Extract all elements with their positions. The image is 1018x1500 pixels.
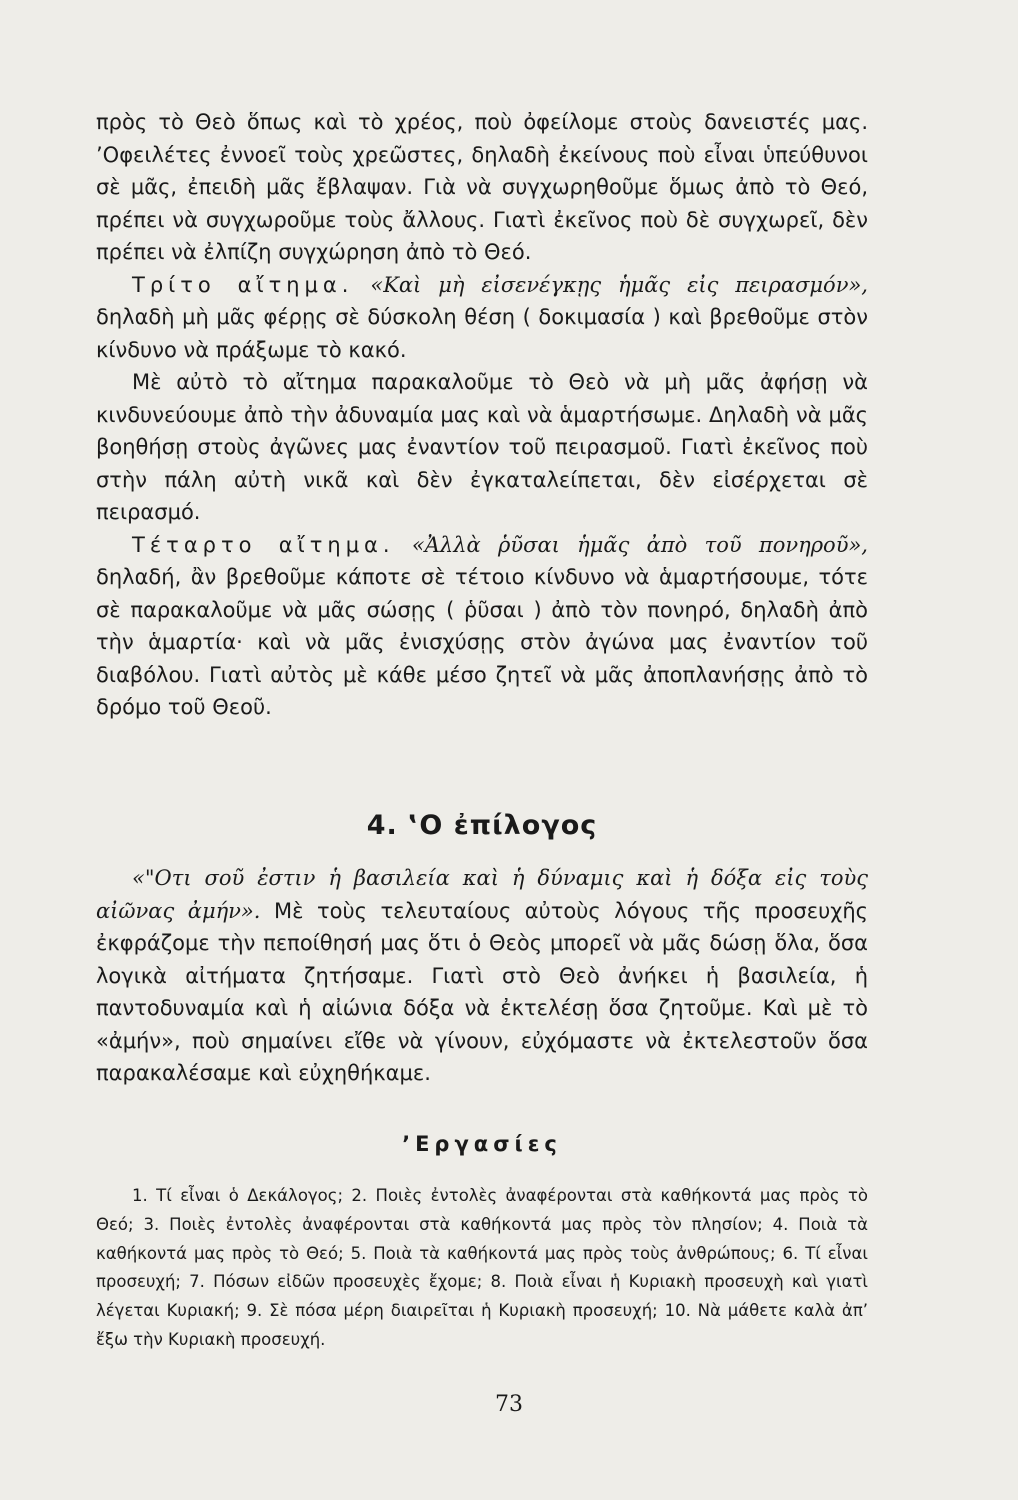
- paragraph-third-petition: [96, 269, 868, 367]
- fourth-petition-text: δηλαδή, ἂν βρεθοῦμε κάποτε σὲ τέτοιο κίνδυνο νὰ ἁμαρτήσουμε, τότε σὲ παρακαλοῦμε νὰ μᾶς σώσῃς ( ῥῦσαι ) ἀπὸ τὸν πονηρό, δηλαδὴ ἀπὸ τὴν ἁμαρτία· καὶ νὰ μᾶς ἐνισχύσῃς στὸν ἀγώνα μας ἐναντίον τοῦ διαβόλου. Γιατὶ αὐτὸς μὲ κάθε μέσο ζητεῖ νὰ μᾶς ἀποπλανήσῃς ἀπὸ τὸ δρόμο τοῦ Θεοῦ.: [96, 565, 868, 719]
- fourth-petition-label: Τέταρτο αἴτημα.: [132, 532, 395, 557]
- exercises-list: 1. Τί εἶναι ὁ Δεκάλογος; 2. Ποιὲς ἐντολὲς ἀναφέρονται στὰ καθήκοντά μας πρὸς τὸ Θεό; 3. Ποιὲς ἐντολὲς ἀναφέρονται στὰ καθήκοντά μας πρὸς τὸν πλησίον; 4. Ποιὰ τὰ καθήκοντά μας πρὸς τὸ Θεό; 5. Ποιὰ τὰ καθήκοντά μας πρὸς τοὺς ἀνθρώπους; 6. Τί εἶναι προσευχή; 7. Πόσων εἰδῶν προσευχὲς ἔχομε; 8. Ποιὰ εἶναι ἡ Κυριακὴ προσευχὴ καὶ γιατὶ λέγεται Κυριακή; 9. Σὲ πόσα μέρη διαιρεῖται ἡ Κυριακὴ προσευχή; 10. Νὰ μάθετε καλὰ ἀπ’ ἔξω τὴν Κυριακὴ προσευχή.: [96, 1186, 868, 1349]
- paragraph-fourth-petition: [96, 529, 868, 724]
- page-number: 73: [495, 1392, 523, 1417]
- paragraph-temptation: Μὲ αὐτὸ τὸ αἴτημα παρακαλοῦμε τὸ Θεὸ νὰ μὴ μᾶς ἀφήσῃ νὰ κινδυνεύουμε ἀπὸ τὴν ἀδυναμία μας καὶ νὰ ἁμαρτήσωμε. Δηλαδὴ νὰ μᾶς βοηθήσῃ στοὺς ἀγῶνες μας ἐναντίον τοῦ πειρασμοῦ. Γιατὶ ἐκεῖνος ποὺ στὴν πάλη αὐτὴ νικᾶ καὶ δὲν ἐγκαταλείπεται, δὲν εἰσέρχεται σὲ πειρασμό.: [96, 370, 868, 524]
- third-petition-quote: «Καὶ μὴ εἰσενέγκῃς ἡμᾶς εἰς πειρασμόν»,: [370, 272, 868, 297]
- paragraph-debts: πρὸς τὸ Θεὸ ὅπως καὶ τὸ χρέος, ποὺ ὀφείλομε στοὺς δανειστές μας. ’Οφειλέτες ἐννοεῖ τοὺς χρεῶστες, δηλαδὴ ἐκείνους ποὺ εἶναι ὑπεύθυνοι σὲ μᾶς, ἐπειδὴ μᾶς ἔβλαψαν. Γιὰ νὰ συγχωρηθοῦμε ὅμως ἀπὸ τὸ Θεό, πρέπει νὰ συγχωροῦμε τοὺς ἄλλους. Γιατὶ ἐκεῖνος ποὺ δὲ συγχωρεῖ, δὲν πρέπει νὰ ἐλπίζη συγχώρηση ἀπὸ τὸ Θεό.: [96, 110, 868, 264]
- fourth-petition-quote: «Ἀλλὰ ῥῦσαι ἡμᾶς ἀπὸ τοῦ πονηροῦ»,: [411, 532, 868, 557]
- epilogue-quote: «"Οτι σοῦ ἐστιν ἡ βασιλεία καὶ ἡ δύναμις καὶ ἡ δόξα εἰς τοὺς αἰῶνας ἀμήν».: [96, 866, 868, 923]
- main-text: [96, 106, 868, 724]
- exercises-block: [96, 1182, 868, 1355]
- third-petition-label: Τρίτο αἴτημα.: [132, 272, 354, 297]
- epilogue-text: Μὲ τοὺς τελευταίους αὐτοὺς λόγους τῆς προσευχῆς ἐκφράζομε τὴν πεποίθησή μας ὅτι ὁ Θεὸς μπορεῖ νὰ μᾶς δώσῃ ὅλα, ὅσα λογικὰ αἰτήματα ζητήσαμε. Γιατὶ στὸ Θεὸ ἀνήκει ἡ βασιλεία, ἡ παντοδυναμία καὶ ἡ αἰώνια δόξα νὰ ἐκτελέσῃ ὅσα ζητοῦμε. Καὶ μὲ τὸ «ἀμήν», ποὺ σημαίνει εἴθε νὰ γίνουν, εὐχόμαστε νὰ ἐκτελεστοῦν ὅσα παρακαλέσαμε καὶ εὐχηθήκαμε.: [96, 898, 868, 1085]
- epilogue-paragraph: [96, 862, 868, 1090]
- exercises-heading: ’Εργασίες: [402, 1132, 562, 1156]
- section-heading-epilogue: 4. ‛Ο ἐπίλογος: [366, 810, 598, 841]
- third-petition-text: δηλαδὴ μὴ μᾶς φέρῃς σὲ δύσκολη θέση ( δοκιμασία ) καὶ βρεθοῦμε στὸν κίνδυνο νὰ πράξωμε τὸ κακό.: [96, 305, 868, 362]
- epilogue-block: [96, 862, 868, 1090]
